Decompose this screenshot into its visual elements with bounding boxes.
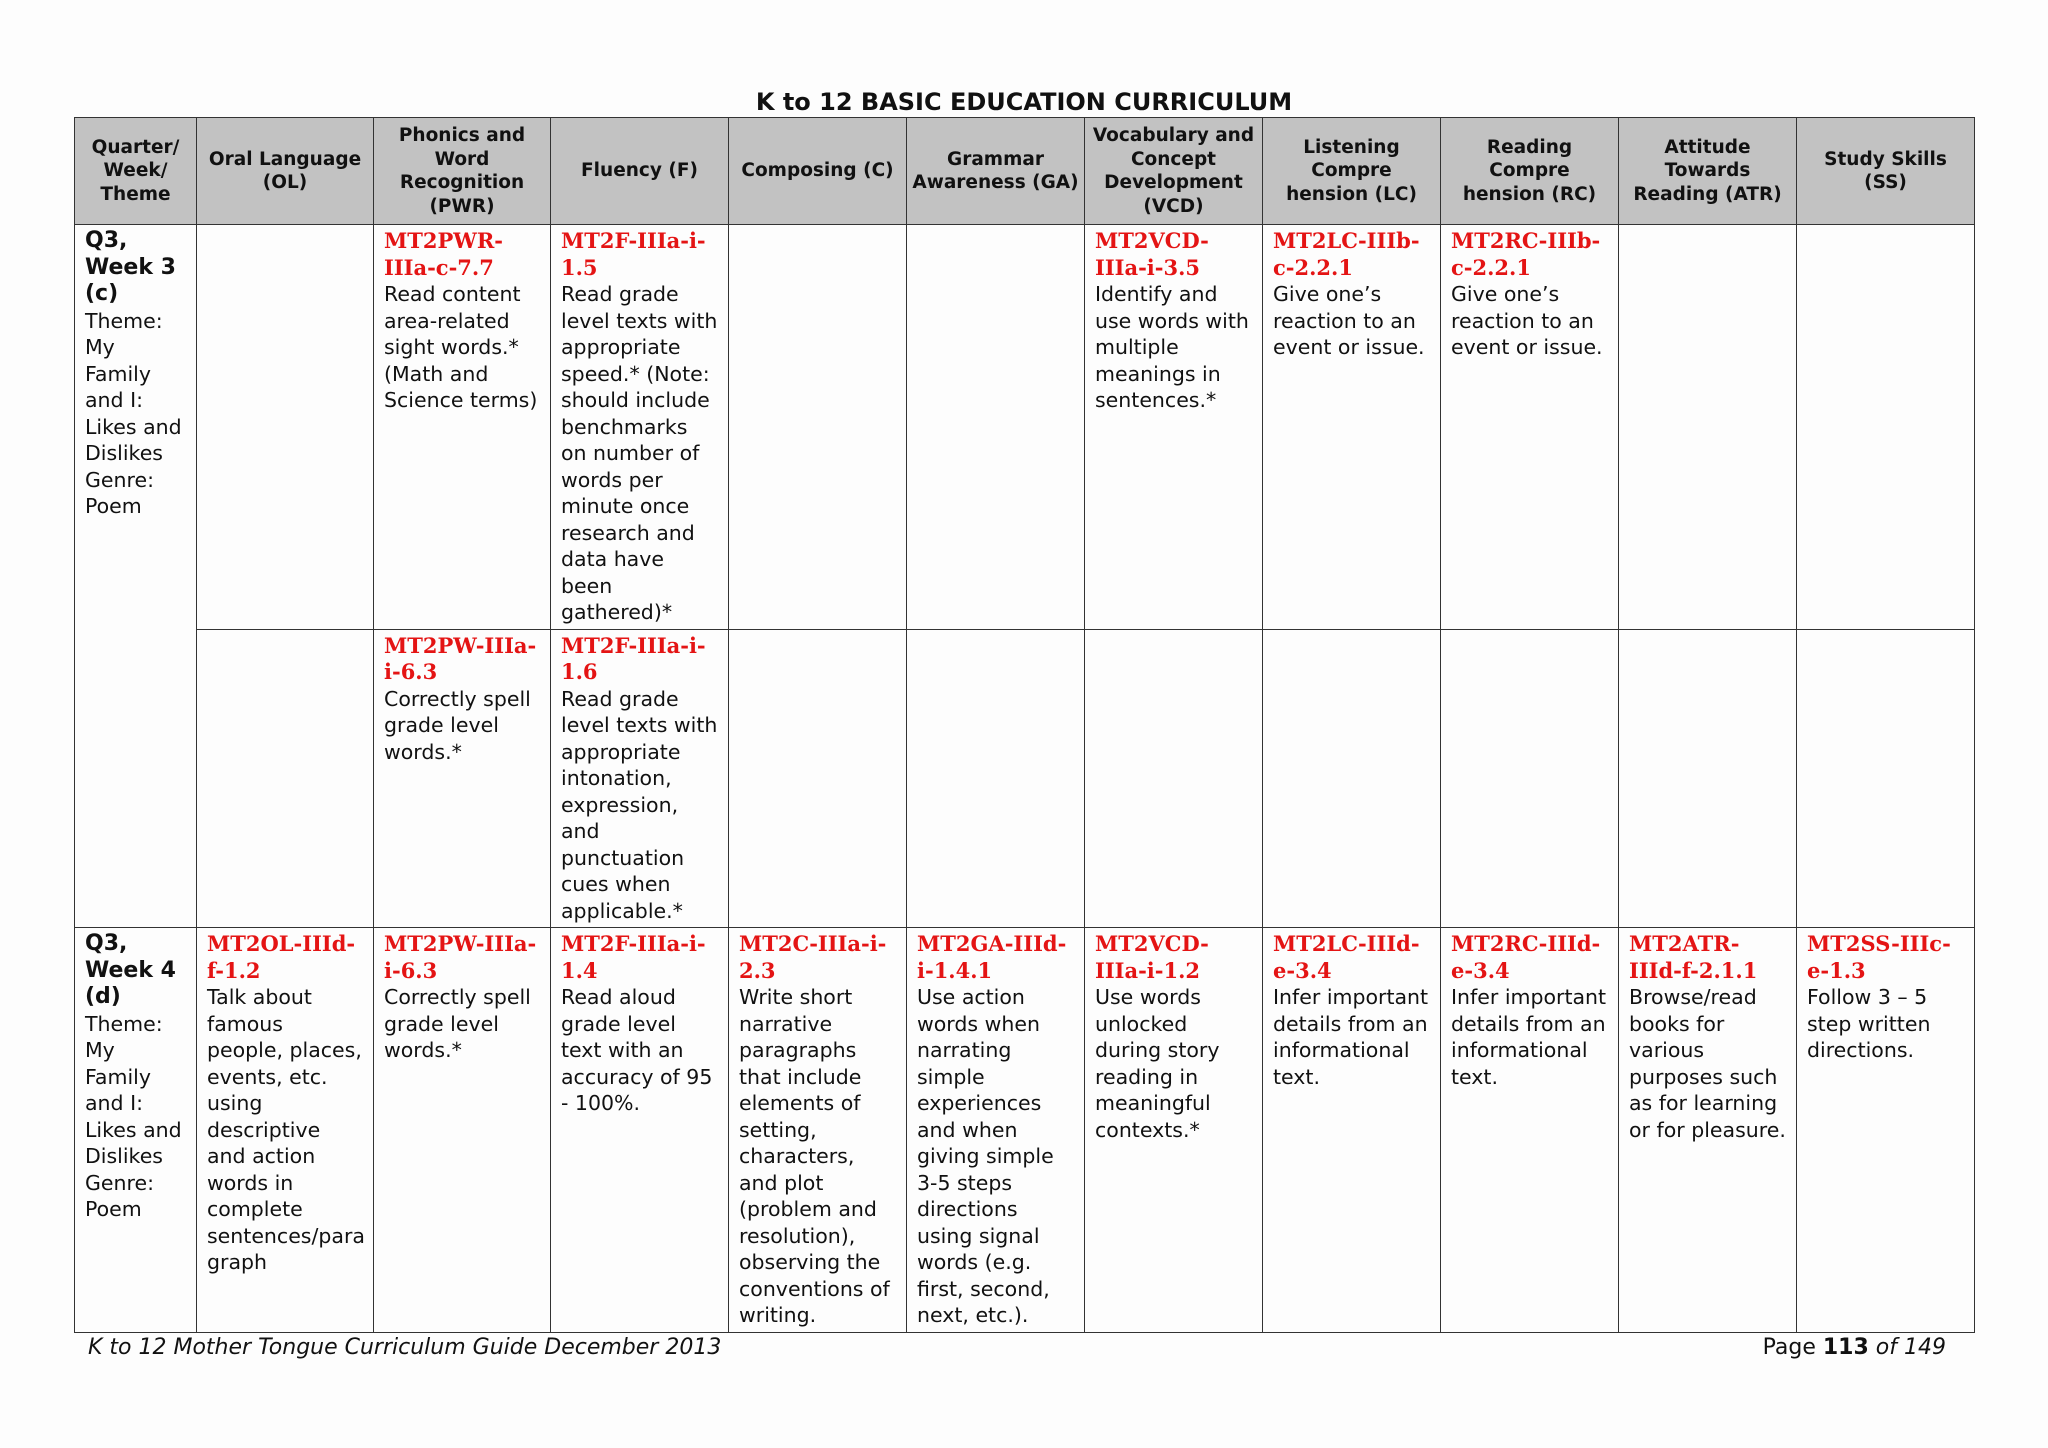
competency-text: Use words unlocked during story reading in meaningful contexts.*	[1095, 985, 1220, 1142]
competency-text: Read grade level texts with appropriate speed.* (Note: should include benchmarks on number of words per minute once research and data have been gathered)*	[561, 282, 718, 624]
week4-theme-line: Theme:	[85, 1011, 163, 1036]
competency-code: MT2PW-IIIa-i-6.3	[384, 931, 537, 983]
week4-theme-line: Likes and	[85, 1117, 182, 1142]
table-row	[75, 928, 1975, 1333]
competency-code: MT2C-IIIa-i-2.3	[739, 931, 887, 983]
competency-text: Read grade level texts with appropriate intonation, expression, and punctuation cues when applicable.*	[561, 686, 718, 923]
week3-r2-rc-cell	[1441, 629, 1619, 928]
header-reading-comprehension: Reading Compre hension (RC)	[1441, 118, 1619, 225]
week3-r2-pwr-cell	[374, 629, 551, 928]
header-fluency: Fluency (F)	[551, 118, 729, 225]
week4-lc-cell	[1263, 928, 1441, 1333]
week4-atr-cell	[1619, 928, 1797, 1333]
week3-r1-rc-cell	[1441, 225, 1619, 630]
week3-week-label: Week 3	[85, 254, 176, 280]
competency-text: Give one’s reaction to an event or issue.	[1451, 282, 1603, 359]
competency-code: MT2SS-IIIc-e-1.3	[1807, 931, 1951, 983]
week4-week-label: Week 4	[85, 957, 176, 983]
header-quarter-week-theme: Quarter/ Week/ Theme	[75, 118, 197, 225]
week3-theme-line: Family	[85, 361, 151, 386]
competency-text: Identify and use words with multiple meanings in sentences.*	[1095, 282, 1249, 412]
header-phonics-word-recognition: Phonics and Word Recognition (PWR)	[374, 118, 551, 225]
week3-r1-fluency-cell	[551, 225, 729, 630]
week3-r2-composing-cell	[729, 629, 907, 928]
competency-code: MT2VCD-IIIa-i-3.5	[1095, 228, 1209, 280]
competency-code: MT2GA-IIId-i-1.4.1	[917, 931, 1067, 983]
week4-theme-line: Dislikes	[85, 1144, 163, 1168]
week3-theme-line: My	[85, 335, 115, 359]
week4-theme-line: Genre:	[85, 1170, 154, 1195]
week3-r1-ol-cell	[197, 225, 374, 630]
footer-guide-title: K to 12 Mother Tongue Curriculum Guide December 2013	[88, 1335, 722, 1360]
header-attitude-towards-reading: Attitude Towards Reading (ATR)	[1619, 118, 1797, 225]
week3-r1-ga-cell	[907, 225, 1085, 630]
page-total: of 149	[1875, 1335, 1946, 1360]
footer-page-number	[1763, 1335, 1946, 1360]
week4-theme-cell	[75, 928, 197, 1333]
competency-text: Browse/read books for various purposes such as for learning or for pleasure.	[1629, 985, 1786, 1142]
week4-fluency-cell	[551, 928, 729, 1333]
table-row	[75, 629, 1975, 928]
week3-theme-line: Likes and	[85, 414, 182, 439]
week3-theme-cell	[75, 225, 197, 928]
competency-text: Read aloud grade level text with an accuracy of 95 - 100%.	[561, 985, 713, 1115]
competency-text: Write short narrative paragraphs that include elements of setting, characters, and plot (problem and resolution), observing the conventions of writing.	[739, 985, 890, 1327]
competency-text: Correctly spell grade level words.*	[384, 686, 531, 764]
header-listening-comprehension: Listening Compre hension (LC)	[1263, 118, 1441, 225]
competency-code: MT2F-IIIa-i-1.4	[561, 931, 706, 983]
competency-code: MT2RC-IIId-e-3.4	[1451, 931, 1601, 983]
competency-code: MT2LC-IIIb-c-2.2.1	[1273, 228, 1420, 280]
week3-r2-lc-cell	[1263, 629, 1441, 928]
week3-theme-line: Genre:	[85, 467, 154, 492]
competency-code: MT2F-IIIa-i-1.5	[561, 228, 706, 280]
week3-theme-line: Poem	[85, 494, 142, 518]
competency-code: MT2OL-IIId-f-1.2	[207, 931, 356, 983]
table-row	[75, 225, 1975, 630]
week3-r1-vcd-cell	[1085, 225, 1263, 630]
week3-theme-line: and I:	[85, 388, 144, 412]
page-prefix: Page	[1762, 1335, 1816, 1360]
week3-quarter-label: Q3,	[85, 228, 128, 253]
week4-pwr-cell	[374, 928, 551, 1333]
competency-text: Infer important details from an informational text.	[1451, 985, 1607, 1089]
header-composing: Composing (C)	[729, 118, 907, 225]
competency-text: Read content area-related sight words.*(Math and Science terms)	[384, 282, 538, 412]
week4-letter-label: (d)	[85, 984, 121, 1009]
competency-code: MT2ATR-IIId-f-2.1.1	[1629, 931, 1758, 983]
header-grammar-awareness: Grammar Awareness (GA)	[907, 118, 1085, 225]
week3-theme-line: Theme:	[85, 308, 163, 333]
week3-r2-ss-cell	[1797, 629, 1975, 928]
week4-ss-cell	[1797, 928, 1975, 1333]
week3-r1-atr-cell	[1619, 225, 1797, 630]
week4-quarter-label: Q3,	[85, 931, 128, 956]
header-study-skills: Study Skills (SS)	[1797, 118, 1975, 225]
curriculum-table	[74, 117, 1975, 1333]
competency-text: Give one’s reaction to an event or issue.	[1273, 282, 1425, 359]
document-title: K to 12 BASIC EDUCATION CURRICULUM	[755, 88, 1293, 116]
header-vocabulary-concept-development: Vocabulary and Concept Development (VCD)	[1085, 118, 1263, 225]
competency-code: MT2LC-IIId-e-3.4	[1273, 931, 1420, 983]
competency-code: MT2PW-IIIa-i-6.3	[384, 632, 537, 684]
header-oral-language: Oral Language (OL)	[197, 118, 374, 225]
week3-r1-pwr-cell	[374, 225, 551, 630]
competency-text: Follow 3 – 5 step written directions.	[1807, 985, 1931, 1062]
week4-theme-line: My	[85, 1038, 115, 1062]
competency-text: Talk about famous people, places, events, etc. using descriptive and action words in complete sentences/para graph	[207, 985, 365, 1274]
week4-composing-cell	[729, 928, 907, 1333]
week4-theme-line: Family	[85, 1064, 151, 1089]
competency-text: Infer important details from an informational text.	[1273, 985, 1429, 1089]
competency-code: MT2VCD-IIIa-i-1.2	[1095, 931, 1209, 983]
competency-code: MT2RC-IIIb-c-2.2.1	[1451, 228, 1601, 280]
week3-r2-atr-cell	[1619, 629, 1797, 928]
competency-code: MT2F-IIIa-i-1.6	[561, 632, 706, 684]
competency-code: MT2PWR-IIIa-c-7.7	[384, 228, 504, 280]
week4-vcd-cell	[1085, 928, 1263, 1333]
week3-r1-composing-cell	[729, 225, 907, 630]
week3-r2-ol-cell	[197, 629, 374, 928]
week3-r2-vcd-cell	[1085, 629, 1263, 928]
week3-r2-fluency-cell	[551, 629, 729, 928]
week3-r1-lc-cell	[1263, 225, 1441, 630]
week3-theme-line: Dislikes	[85, 441, 163, 465]
page-number: 113	[1822, 1335, 1869, 1360]
header-row	[75, 118, 1975, 225]
week4-rc-cell	[1441, 928, 1619, 1333]
week4-theme-line: and I:	[85, 1091, 144, 1115]
competency-text: Correctly spell grade level words.*	[384, 985, 531, 1062]
week4-ga-cell	[907, 928, 1085, 1333]
competency-text: Use action words when narrating simple experiences and when giving simple 3-5 steps directions using signal words (e.g. first, second, next, etc.).	[917, 985, 1054, 1327]
week4-ol-cell	[197, 928, 374, 1333]
week3-letter-label: (c)	[85, 281, 119, 306]
week4-theme-line: Poem	[85, 1197, 142, 1221]
week3-r1-ss-cell	[1797, 225, 1975, 630]
week3-r2-ga-cell	[907, 629, 1085, 928]
